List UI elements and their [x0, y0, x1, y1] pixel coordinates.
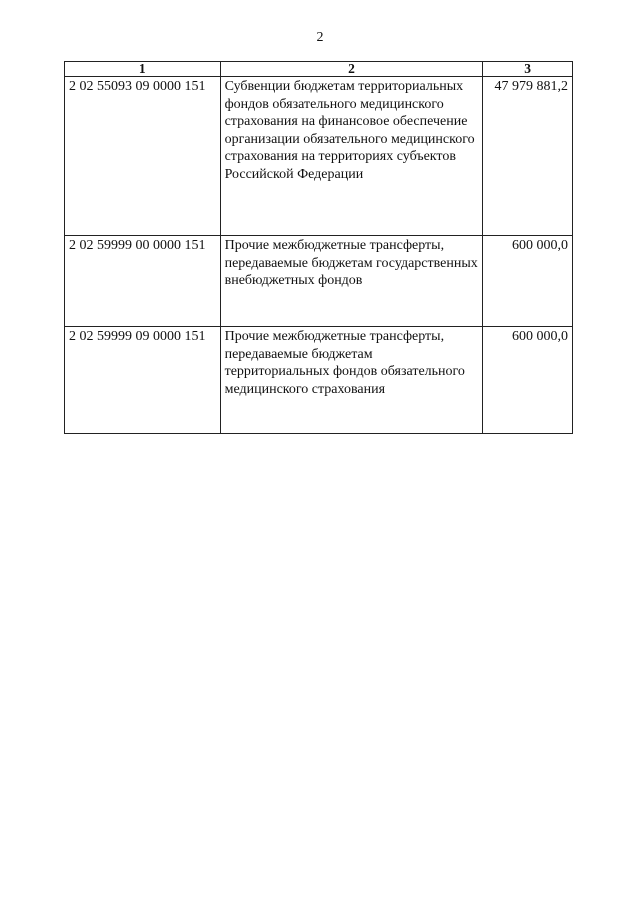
row-amount: 600 000,0: [483, 236, 573, 327]
row-code: 2 02 59999 09 0000 151: [65, 327, 221, 434]
table-header-row: [65, 62, 573, 77]
budget-table: [64, 61, 573, 434]
column-header-amount: 3: [483, 62, 573, 77]
row-code: 2 02 59999 00 0000 151: [65, 236, 221, 327]
row-code: 2 02 55093 09 0000 151: [65, 77, 221, 236]
row-description: Субвенции бюджетам территориальных фондов обязательного медицинского страхования на финансовое обеспечение организации обязательного медицинского страхования на территориях субъектов Российской Федерации: [220, 77, 483, 236]
page-number: 2: [316, 30, 324, 45]
table-row: [65, 77, 573, 236]
row-description: Прочие межбюджетные трансферты, передаваемые бюджетам государственных внебюджетных фондов: [220, 236, 483, 327]
row-amount: 47 979 881,2: [483, 77, 573, 236]
table-row: [65, 327, 573, 434]
row-amount: 600 000,0: [483, 327, 573, 434]
row-description: Прочие межбюджетные трансферты, передаваемые бюджетам территориальных фондов обязательного медицинского страхования: [220, 327, 483, 434]
column-header-code: 1: [65, 62, 221, 77]
column-header-description: 2: [220, 62, 483, 77]
table-row: [65, 236, 573, 327]
